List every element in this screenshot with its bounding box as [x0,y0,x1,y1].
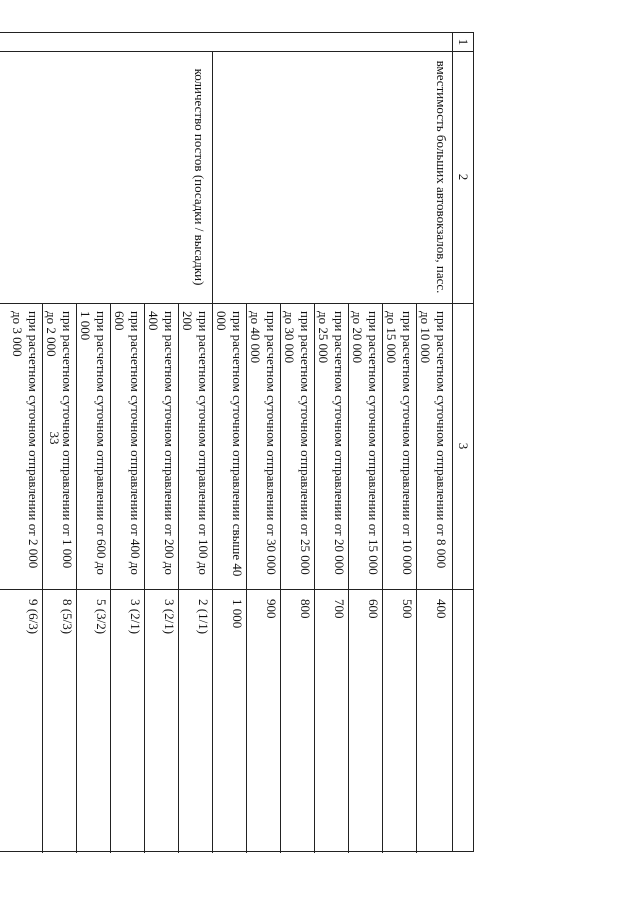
value-cell: 700 [332,599,347,619]
row-divider [314,303,315,853]
condition-cell: при расчетном суточном отправлении от 8 000 до 10 000 [418,311,449,569]
value-cell: 2 (1/1) [196,599,211,635]
condition-cell: при расчетном суточном отправлении от 30 000 до 40 000 [248,311,279,575]
header-col1: 1 [456,38,471,46]
value-cell: 3 (2/1) [162,599,177,635]
row-divider [348,303,349,853]
condition-cell: при расчетном суточном отправлении от 2 000 до 3 000 [10,311,41,569]
row-divider [110,303,111,853]
condition-cell: при расчетном суточном отправлении от 200 до 400 [146,311,177,575]
column-divider-2 [0,303,473,304]
condition-cell: при расчетном суточном отправлении от 100 до 200 [180,311,211,575]
data-table [0,32,474,852]
value-cell: 9 (6/3) [26,599,41,635]
header-col2: 2 [456,173,471,181]
value-cell: 1 000 [230,599,245,629]
condition-cell: при расчетном суточном отправлении свыше 40 000 [214,311,245,577]
page-number: 33 [47,431,62,445]
condition-cell: при расчетном суточном отправлении от 1 000 до 2 000 [44,311,75,569]
value-cell: 3 (2/1) [128,599,143,635]
condition-cell: при расчетном суточном отправлении от 400 до 600 [112,311,143,575]
row-divider [76,303,77,853]
value-cell: 900 [264,599,279,619]
value-cell: 800 [298,599,313,619]
value-cell: 400 [434,599,449,619]
column-divider-1 [0,51,473,52]
group-label-posts: количество постов (посадки / высадки) [192,68,207,286]
value-cell: 8 (5/3) [60,599,75,635]
condition-cell: при расчетном суточном отправлении от 20 000 до 25 000 [316,311,347,575]
row-divider [178,303,179,853]
value-cell: 500 [400,599,415,619]
condition-cell: при расчетном суточном отправлении от 600 до 1 000 [78,311,109,575]
condition-cell: при расчетном суточном отправлении от 15 000 до 20 000 [350,311,381,575]
row-divider [382,303,383,853]
row-divider [416,303,417,853]
row-divider [246,303,247,853]
group-label-capacity: вместимость больших автовокзалов, пасс. [434,60,449,294]
row-divider [42,303,43,853]
value-cell: 600 [366,599,381,619]
header-col3: 3 [456,442,471,450]
condition-cell: при расчетном суточном отправлении от 25 000 до 30 000 [282,311,313,575]
condition-cell: при расчетном суточном отправлении от 10 000 до 15 000 [384,311,415,575]
row-divider [212,51,213,853]
value-cell: 5 (3/2) [94,599,109,635]
row-divider [144,303,145,853]
row-divider [280,303,281,853]
